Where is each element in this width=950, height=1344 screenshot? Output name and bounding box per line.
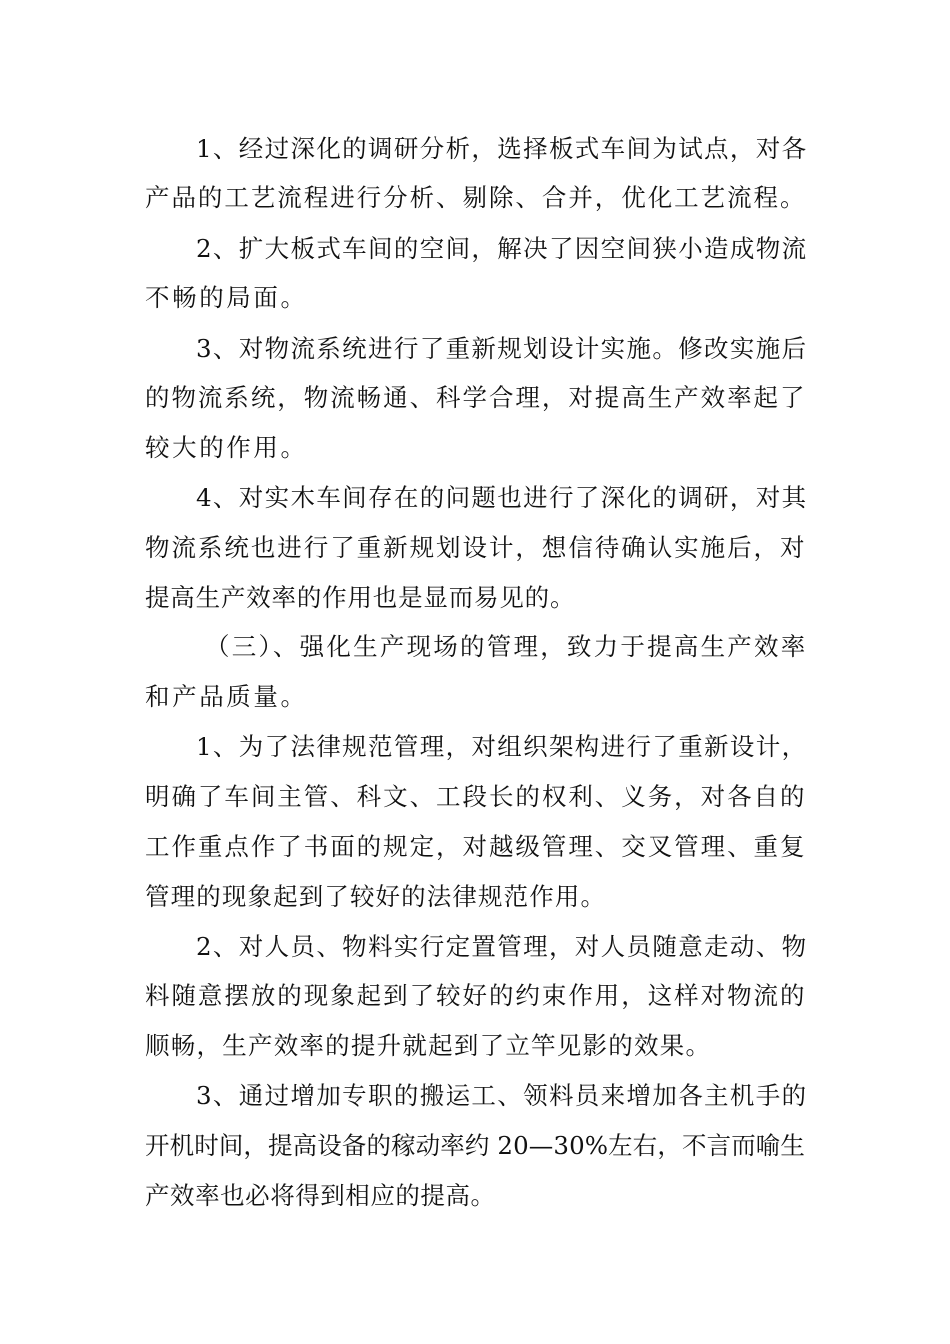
text-line-19: 顺畅，生产效率的提升就起到了立竿见影的效果。 — [145, 1031, 712, 1060]
text-line-6: 的物流系统，物流畅通、科学合理，对提高生产效率起了 — [145, 383, 807, 412]
text-line-2: 产品的工艺流程进行分析、剔除、合并，优化工艺流程。 — [145, 183, 807, 212]
text-line-16: 管理的现象起到了较好的法律规范作用。 — [145, 882, 607, 911]
text-line-20: 3、通过增加专职的搬运工、领料员来增加各主机手的 — [196, 1081, 808, 1110]
text-line-13: 1、为了法律规范管理，对组织架构进行了重新设计， — [196, 732, 808, 761]
text-line-14: 明确了车间主管、科文、工段长的权利、义务，对各自的 — [145, 782, 807, 811]
text-line-5: 3、对物流系统进行了重新规划设计实施。修改实施后 — [196, 334, 808, 363]
text-line-9: 物流系统也进行了重新规划设计，想信待确认实施后，对 — [145, 533, 807, 562]
text-line-15: 工作重点作了书面的规定，对越级管理、交叉管理、重复 — [145, 832, 807, 861]
text-line-10: 提高生产效率的作用也是显而易见的。 — [145, 583, 576, 612]
section-heading-3: （三）、强化生产现场的管理，致力于提高生产效率 — [205, 632, 808, 661]
text-line-21: 开机时间，提高设备的稼动率约 20—30%左右，不言而喻生 — [145, 1131, 806, 1160]
text-line-12: 和产品质量。 — [145, 682, 308, 711]
text-line-17: 2、对人员、物料实行定置管理，对人员随意走动、物 — [196, 932, 808, 961]
text-line-1: 1、经过深化的调研分析，选择板式车间为试点，对各 — [196, 134, 808, 163]
text-line-22: 产效率也必将得到相应的提高。 — [145, 1181, 496, 1210]
text-line-18: 料随意摆放的现象起到了较好的约束作用，这样对物流的 — [145, 981, 807, 1010]
text-line-3: 2、扩大板式车间的空间，解决了因空间狭小造成物流 — [196, 234, 808, 263]
text-line-7: 较大的作用。 — [145, 433, 308, 462]
text-line-4: 不畅的局面。 — [145, 283, 308, 312]
text-line-8: 4、对实木车间存在的问题也进行了深化的调研，对其 — [196, 483, 808, 512]
